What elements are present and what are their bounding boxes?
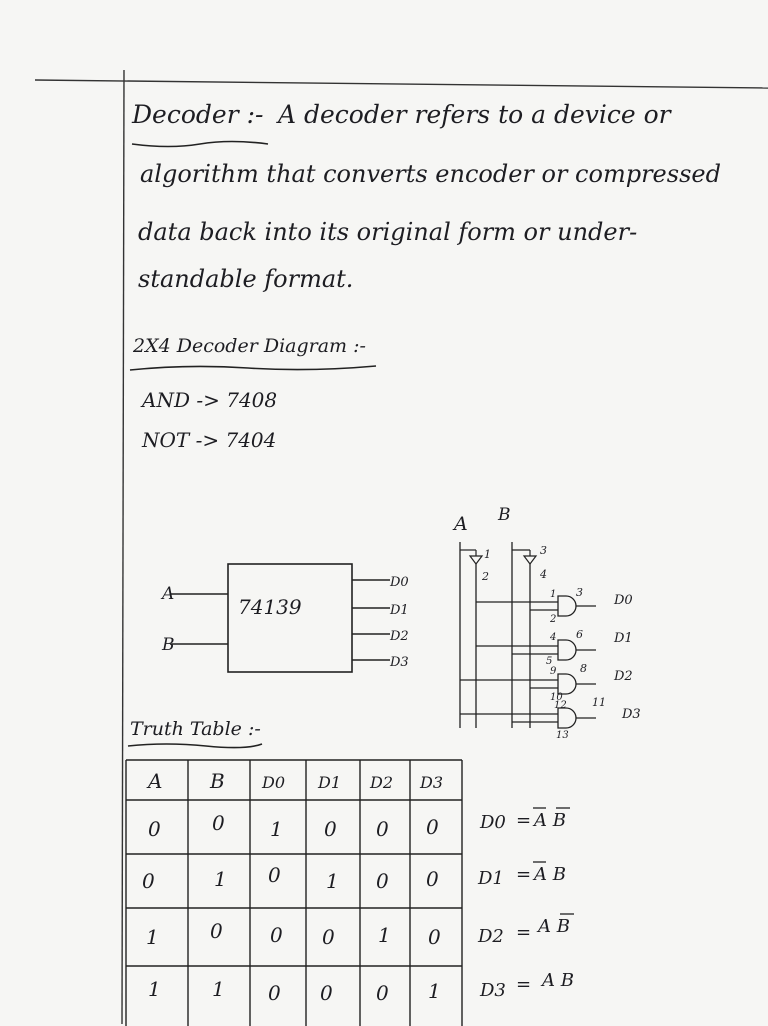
eq-d3-rhs: A B [542,970,574,991]
ic-chip: 7408 [226,388,278,412]
svg-text:1: 1 [550,589,557,600]
svg-text:2: 2 [550,614,557,625]
ic-line-not [142,428,276,452]
cell: 0 [376,817,389,841]
block-diagram [150,556,410,686]
cell: 1 [270,817,283,841]
cell: 0 [212,811,225,835]
cell: 1 [428,979,441,1003]
svg-text:11: 11 [592,696,606,709]
cell: 0 [142,869,155,893]
svg-text:8: 8 [580,662,587,675]
cell: 0 [268,981,281,1005]
output-label-d1: D1 [390,603,409,618]
cell: 1 [378,923,391,947]
cell: 0 [268,863,281,887]
eq-d3-lhs: D3 [480,980,506,1000]
and-out-label-d0: D0 [614,593,633,608]
gate-diagram [446,500,676,740]
cell: 1 [212,977,225,1001]
definition-line-2: algorithm that converts encoder or compressed [140,160,721,188]
gate-input-b: B [498,505,511,525]
and-gate-d1 [558,640,576,660]
eq-d1-lhs: D1 [478,868,504,889]
ic-chip: 7404 [225,428,277,452]
ic-arrow: -> [195,428,220,452]
term-underline [130,138,270,152]
eq-d2-rhs: A B [538,916,570,937]
input-label-a: A [162,584,175,604]
svg-text:=: = [516,974,532,995]
output-label-d3: D3 [390,655,409,670]
cell: 0 [210,919,223,943]
truth-table [120,756,465,1026]
th-d1: D1 [318,773,342,792]
equations [476,800,616,1000]
not-gate-a [470,556,482,564]
cell: 1 [214,867,227,891]
cell: 1 [146,925,159,949]
cell: 0 [426,867,439,891]
diagram-heading-underline [128,360,378,378]
svg-text:=: = [516,864,532,885]
th-d2: D2 [370,773,394,792]
and-gate-d0 [558,596,576,616]
eq-d0-rhs: A B [534,810,566,831]
cell: 0 [376,869,389,893]
truth-table-heading: Truth Table :- [130,718,261,740]
chip-label: 74139 [238,595,302,619]
cell: 0 [322,925,335,949]
definition-line-3: data back into its original form or under- [138,218,638,246]
cell: 0 [428,925,441,949]
definition-term: Decoder :- [132,100,264,129]
th-d0: D0 [262,773,286,792]
ic-gate: NOT [142,428,190,452]
definition-line-1: A decoder refers to a device or [278,100,671,129]
pin-3: 3 [540,544,547,557]
output-label-d2: D2 [390,629,409,644]
diagram-heading: 2X4 Decoder Diagram :- [133,335,366,357]
eq-d1-rhs: A B [534,864,566,885]
svg-text:=: = [516,922,532,943]
cell: 0 [148,817,161,841]
ic-gate: AND [142,388,190,412]
cell: 0 [376,981,389,1005]
svg-text:12: 12 [554,700,567,711]
svg-text:9: 9 [550,666,557,677]
svg-text:10: 10 [550,692,563,703]
and-out-label-d3: D3 [622,707,641,722]
cell: 0 [320,981,333,1005]
cell: 1 [326,869,339,893]
th-d3: D3 [420,773,444,792]
cell: 0 [270,923,283,947]
and-out-label-d1: D1 [614,631,633,646]
and-gate-d3 [558,708,576,728]
not-gate-b [524,556,536,564]
cell: 0 [324,817,337,841]
ic-arrow: -> [196,388,220,412]
cell: 0 [426,815,439,839]
input-label-b: B [162,635,175,655]
svg-text:6: 6 [576,628,583,641]
and-out-label-d2: D2 [614,669,633,684]
definition-line-4: standable format. [138,265,354,293]
svg-text:4: 4 [550,632,557,643]
gate-input-a: A [454,513,468,535]
svg-text:=: = [516,810,532,831]
th-a: A [148,769,163,793]
eq-d0-lhs: D0 [480,812,506,833]
eq-d2-lhs: D2 [478,926,504,947]
pin-1: 1 [484,548,491,561]
truth-heading-underline [126,740,266,752]
cell: 1 [148,977,161,1001]
pin-2: 2 [482,570,489,583]
pin-4: 4 [540,568,547,581]
ic-line-and [142,388,277,412]
svg-text:3: 3 [576,586,583,599]
svg-text:5: 5 [546,656,553,667]
svg-text:13: 13 [556,730,569,740]
th-b: B [210,769,225,793]
and-gate-d2 [558,674,576,694]
output-label-d0: D0 [390,575,409,590]
